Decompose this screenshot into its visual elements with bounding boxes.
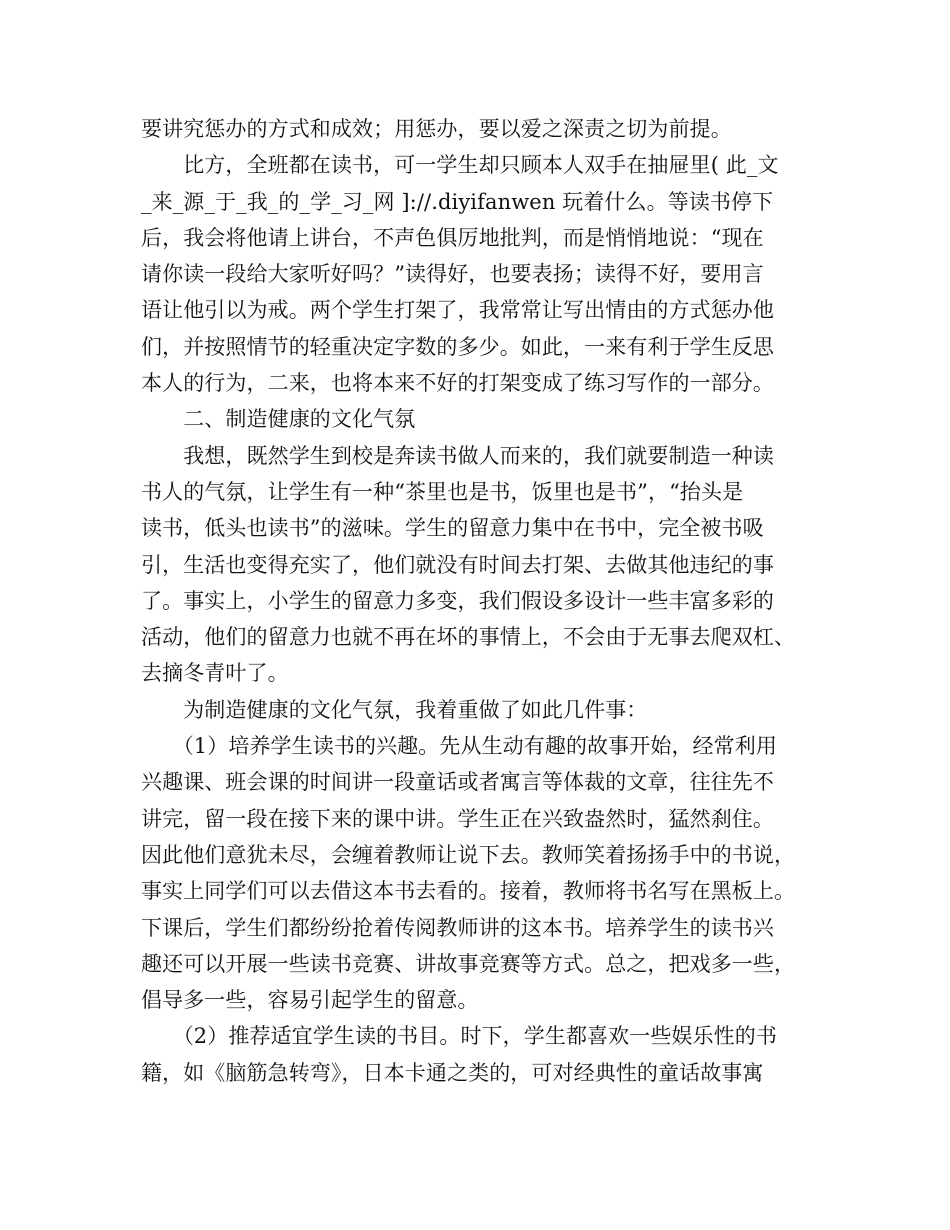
text-line: 趣还可以开展一些读书竞赛、讲故事竞赛等方式。总之，把戏多一些， — [141, 951, 796, 976]
text-line: 讲完，留一段在接下来的课中讲。学生正在兴致盎然时，猛然刹住。 — [141, 806, 774, 831]
text-line: （1）培养学生读书的兴趣。先从生动有趣的故事开始，经常利用 — [141, 734, 777, 759]
text-line: 因此他们意犹未尽，会缠着教师让说下去。教师笑着扬扬手中的书说， — [141, 842, 796, 867]
text-line: 读书，低头也读书”的滋味。学生的留意力集中在书中，完全被书吸 — [141, 516, 764, 541]
text-line: 下课后，学生们都纷纷抢着传阅教师讲的这本书。培养学生的读书兴 — [141, 915, 774, 940]
text-line: 我想，既然学生到校是奔读书做人而来的，我们就要制造一种读 — [141, 443, 774, 468]
text-line: 书人的气氛，让学生有一种“茶里也是书，饭里也是书”，“抬头是 — [141, 479, 744, 504]
text-line: 语让他引以为戒。两个学生打架了，我常常让写出情由的方式惩办他 — [141, 298, 774, 323]
text-line: 去摘冬青叶了。 — [141, 661, 289, 686]
text-line: 引，生活也变得充实了，他们就没有时间去打架、去做其他违纪的事 — [141, 552, 774, 577]
text-line: 籍，如《脑筋急转弯》，日本卡通之类的，可对经典性的童话故事寓 — [141, 1060, 764, 1085]
text-line: 本人的行为，二来，也将本来不好的打架变成了练习写作的一部分。 — [141, 371, 774, 396]
text-line: 活动，他们的留意力也就不再在坏的事情上，不会由于无事去爬双杠、 — [141, 625, 796, 650]
text-line: 们，并按照情节的轻重决定字数的多少。如此，一来有利于学生反思 — [141, 334, 774, 359]
text-line: 倡导多一些，容易引起学生的留意。 — [141, 988, 479, 1013]
text-line: _来_源_于_我_的_学_习_网 ]://.diyifanwen 玩着什么。等读书停下 — [141, 189, 774, 214]
text-line: 后，我会将他请上讲台，不声色俱厉地批判，而是悄悄地说：“现在 — [141, 225, 764, 250]
section-heading: 二、制造健康的文化气氛 — [141, 407, 416, 432]
text-line: 兴趣课、班会课的时间讲一段童话或者寓言等体裁的文章，往往先不 — [141, 770, 774, 795]
text-line: 事实上同学们可以去借这本书去看的。接着，教师将书名写在黑板上。 — [141, 879, 796, 904]
text-line: 了。事实上，小学生的留意力多变，我们假设多设计一些丰富多彩的 — [141, 588, 774, 613]
text-line: （2）推荐适宜学生读的书目。时下，学生都喜欢一些娱乐性的书 — [141, 1024, 777, 1049]
text-line: 要讲究惩办的方式和成效；用惩办，要以爱之深责之切为前提。 — [141, 117, 732, 141]
text-line: 为制造健康的文化气氛，我着重做了如此几件事： — [141, 697, 648, 722]
text-line: 请你读一段给大家听好吗？”读得好，也要表扬；读得不好，要用言 — [141, 262, 764, 287]
body-text — [141, 111, 811, 1091]
text-line: 比方，全班都在读书，可一学生却只顾本人双手在抽屉里( 此_文 — [141, 153, 779, 178]
